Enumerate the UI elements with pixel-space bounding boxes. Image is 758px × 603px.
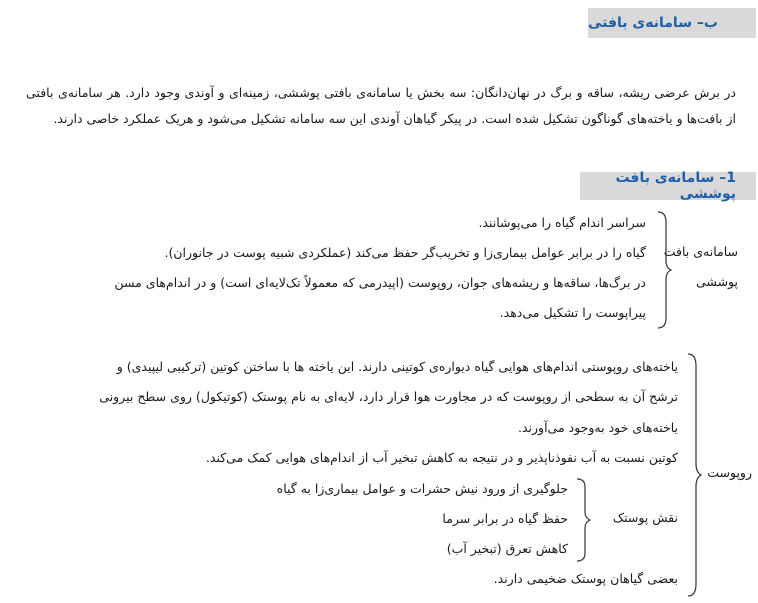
covering-label-line1: سامانه‌ی بافت (663, 244, 738, 259)
section-heading (588, 8, 756, 38)
covering-item-3: در برگ‌ها، ساقه‌ها و ریشه‌های جوان، روپوست (اپیدرمی که معمولاً تک‌لایه‌ای است) و در اندام‌های مسن (114, 275, 646, 290)
epidermis-brace (684, 352, 702, 598)
cuticle-role-label: نقش پوستک (612, 510, 678, 525)
subsection-heading-text: 1– سامانه‌ی بافت پوششی (615, 170, 736, 202)
subsection-heading (580, 172, 756, 200)
epidermis-last-line: بعضی گیاهان پوستک ضخیمی دارند. (493, 571, 678, 586)
cuticle-brace (573, 477, 591, 563)
epidermis-line-3: یاخته‌های خود به‌وجود می‌آورند. (518, 420, 678, 435)
covering-item-4: پیراپوست را تشکیل می‌دهد. (499, 305, 646, 320)
intro-paragraph: در برش عرضی ریشه، ساقه و برگ در نهان‌دانگان: سه بخش یا سامانه‌ی بافتی پوششی، زمینه‌ای و آوندی وجود دارد. هر سامانه‌ی بافتی از بافت‌ها و یاخته‌های گوناگون تشکیل شده است. در پیکر گیاهان آوندی این سه سامانه تشکیل می‌شود و هریک عملکرد خاصی دارند. (26, 85, 736, 126)
epidermis-line-1: یاخته‌های روپوستی اندام‌های هوایی گیاه دیواره‌ی کوتینی دارند. این یاخته ها با ساختن کوتین (ترکیبی لیپیدی) و (116, 359, 678, 374)
epidermis-line-4: کوتین نسبت به آب نفوذناپذیر و در نتیجه به کاهش تبخیر آب از اندام‌های هوایی کمک می‌کند. (205, 450, 678, 465)
cuticle-role-3: کاهش تعرق (تبخیر آب) (446, 541, 568, 556)
epidermis-label: روپوست (707, 465, 752, 480)
cuticle-role-1: جلوگیری از ورود نیش حشرات و عوامل بیماری‌زا به گیاه (276, 481, 568, 496)
covering-brace (654, 210, 672, 330)
section-heading-text: ب– سامانه‌ی بافتی (588, 15, 718, 31)
cuticle-role-2: حفظ گیاه در برابر سرما (442, 511, 568, 526)
epidermis-line-2: ترشح آن به سطحی از روپوست که در مجاورت هوا قرار دارد، لایه‌ای به نام پوستک (کوتیکول) روی سطح بیرونی (99, 389, 678, 404)
covering-item-1: سراسر اندام گیاه را می‌پوشانند. (478, 215, 646, 230)
covering-label-line2: پوششی (696, 274, 738, 289)
covering-item-2: گیاه را در برابر عوامل بیماری‌زا و تخریب‌گر حفظ می‌کند (عملکردی شبیه پوست در جانوران). (164, 245, 646, 260)
